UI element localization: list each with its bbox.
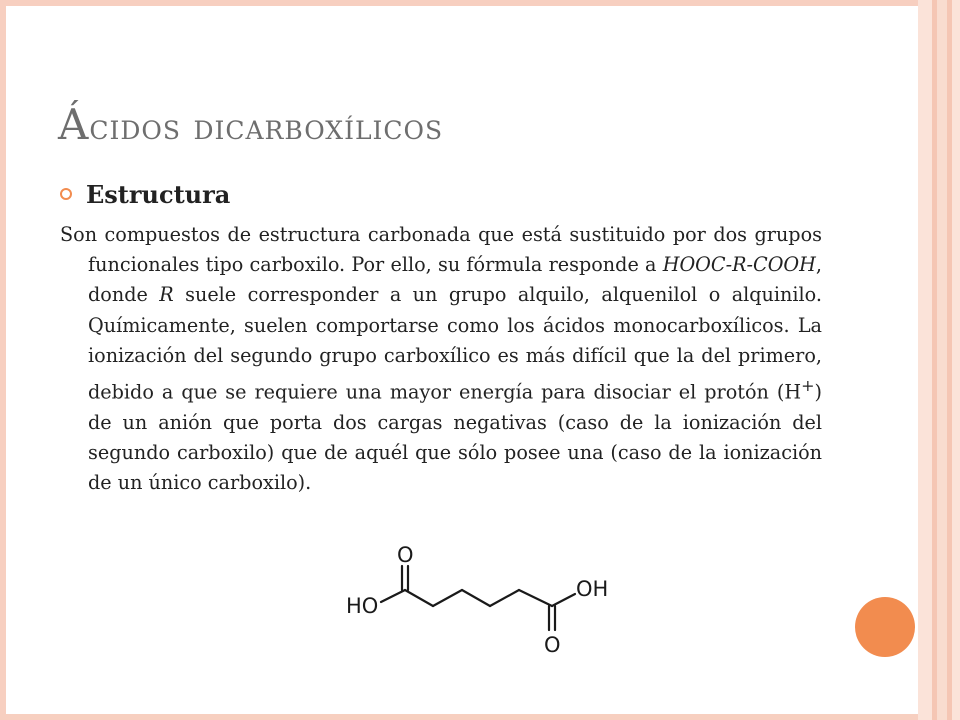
bond-c3-c4 (462, 590, 490, 606)
formula-text: HOOC-R-COOH (662, 253, 816, 277)
slide-title (58, 100, 443, 149)
bullet-heading: Estructura (86, 179, 231, 209)
r-symbol: R (159, 283, 174, 307)
slide-border-bottom (0, 714, 918, 720)
title-rest: cidos dicarboxílicos (89, 107, 444, 148)
hydroxyl-left-label: HO (346, 594, 379, 618)
title-initial: Á (58, 100, 90, 149)
bond-c5-c6 (519, 590, 552, 606)
bullet-circle-icon (60, 188, 72, 200)
paragraph-text-2: , donde (88, 253, 822, 307)
bond-c1-c2 (405, 590, 433, 606)
adipic-acid-structure (338, 540, 618, 665)
slide-border-left (0, 0, 6, 720)
hydroxyl-right-label: OH (576, 577, 609, 601)
decor-right-bar-3 (937, 0, 947, 720)
decor-right-bar-5 (952, 0, 960, 720)
bullet-item (60, 174, 230, 214)
superscript-plus: + (801, 376, 815, 396)
bond-ho-c1 (381, 590, 405, 602)
paragraph-text-1: Son compuestos de estructura carbonada que está sustituido por dos grupos funcionales tipo carboxilo. Por ello, su fórmula responde a (60, 223, 822, 277)
oxygen-top-label: O (397, 543, 414, 567)
oxygen-bottom-label: O (544, 633, 561, 657)
paragraph-text-4: ) de un anión que porta dos cargas negativas (caso de la ionización del segundo carboxilo) que de aquél que sólo posee una (caso de la ionización de un único carboxilo). (88, 380, 822, 495)
bond-c6-oh (552, 594, 575, 606)
paragraph-text-3: suele corresponder a un grupo alquilo, alquenilol o alquinilo. Químicamente, suelen comportarse como los ácidos monocarboxílicos. La ionización del segundo grupo carboxílico es más difícil que la del primero, debido a que se requiere una mayor energía para disociar el protón (H (88, 283, 822, 404)
bond-c4-c5 (490, 590, 519, 606)
decor-right-bar-1 (918, 0, 932, 720)
bond-c2-c3 (433, 590, 462, 606)
decorative-orange-circle (855, 597, 915, 657)
slide-border-top (0, 0, 918, 6)
body-paragraph (60, 220, 822, 498)
